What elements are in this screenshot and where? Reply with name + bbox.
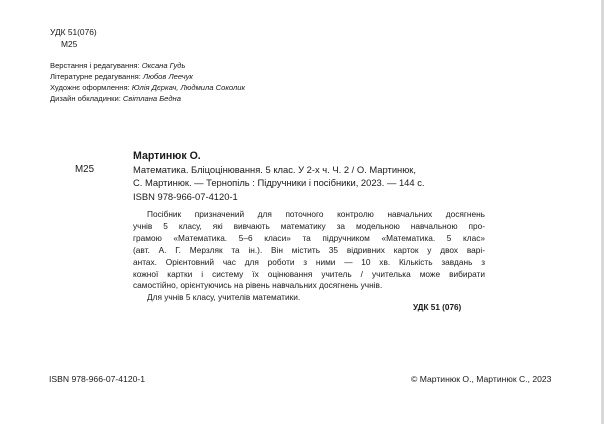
- biblio-line: С. Мартинюк. — Тернопіль : Підручники і посібники, 2023. — 144 с.: [133, 177, 425, 188]
- credit-label: Художнє оформлення:: [50, 83, 132, 92]
- credit-line: [50, 71, 245, 82]
- annotation-line: антах. Орієнтовний час для роботи з ними — 10 хв. Кількість завдань з: [133, 256, 485, 267]
- credit-value: Оксана Гудь: [141, 61, 186, 70]
- author-name: Мартинюк О.: [133, 150, 201, 162]
- audience-line: Для учнів 5 класу, учителів математики.: [147, 292, 301, 303]
- udk-entry: УДК 51 (076): [413, 303, 462, 312]
- annotation-line: учнів 5 класу, які вивчають математику за модельною навчальною про-: [133, 220, 485, 231]
- credit-label: Дизайн обкладинки:: [50, 94, 123, 103]
- footer-isbn: ISBN 978-966-07-4120-1: [49, 374, 146, 384]
- bibliographic-description: [133, 163, 485, 189]
- annotation-line: (авт. А. Г. Мерзляк та ін.). Він містить 35 відривних карток у двох варі-: [133, 244, 485, 255]
- credit-label: Верстання і редагування:: [50, 61, 142, 70]
- isbn: ISBN 978-966-07-4120-1: [133, 191, 238, 202]
- author-mark-header: М25: [61, 39, 78, 49]
- annotation-line: кожної картки і систему їх оцінювання учитель / учителька може вибирати: [133, 268, 485, 279]
- biblio-line: Математика. Бліцоцінювання. 5 клас. У 2-х ч. Ч. 2 / О. Мартинюк,: [133, 164, 416, 175]
- credits-block: [50, 60, 245, 104]
- annotation-line: грамою «Математика. 5–6 класи» та підручником «Математика. 5 клас»: [133, 232, 485, 243]
- annotation-line: самостійно, орієнтуючись на рівень навчальних досягнень учнів.: [133, 280, 383, 291]
- annotation: [133, 209, 485, 304]
- annotation-line: Посібник призначений для поточного контролю навчальних досягнень: [147, 209, 485, 219]
- copyright: © Мартинюк О., Мартинюк С., 2023: [411, 374, 552, 384]
- credit-value: Світлана Бедна: [122, 94, 181, 103]
- author-mark: М25: [75, 164, 95, 175]
- credit-value: Юлія Дєркач, Людмила Соколик: [131, 83, 246, 92]
- credit-line: [50, 82, 245, 93]
- credit-label: Літературне редагування:: [50, 72, 143, 81]
- credit-value: Любов Леечук: [142, 72, 194, 81]
- credit-line: [50, 60, 245, 71]
- credit-line: [50, 93, 245, 104]
- udk-header: УДК 51(076): [50, 27, 97, 37]
